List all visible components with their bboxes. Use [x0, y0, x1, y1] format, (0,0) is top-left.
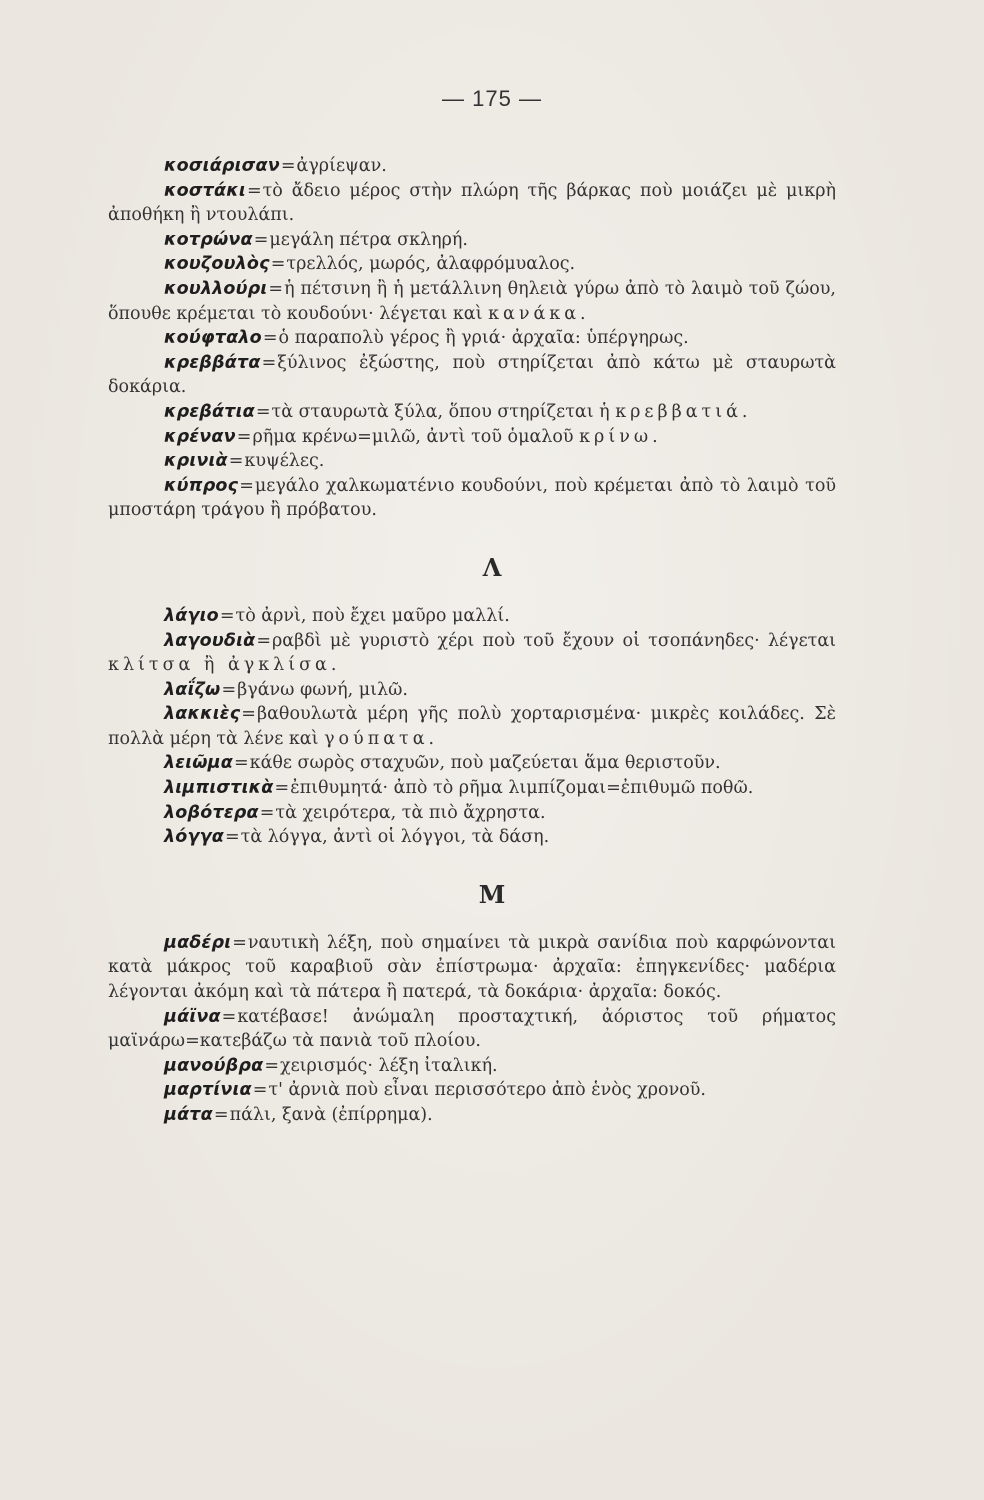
entry-definition: πάλι, ξανὰ (ἐπίρρημα).: [229, 1105, 433, 1125]
entry-term: μαδέρι: [164, 932, 232, 953]
entry-term: κούφταλο: [164, 328, 262, 349]
entry-definition: κατέβασε! ἀνώμαλη προσταχτική, ἀόριστος τοῦ ρήματος μαϊνάρω=κατεβάζω τὰ πανιὰ τοῦ πλοίου.: [108, 1006, 836, 1052]
entry-separator: =: [264, 1055, 280, 1076]
entry-term: μαρτίνια: [164, 1080, 252, 1101]
glossary-entry: [108, 277, 836, 326]
glossary-entry: [108, 400, 836, 425]
glossary-entry: [108, 1005, 836, 1054]
entry-term: μάϊνα: [164, 1006, 221, 1027]
entry-definition: κυψέλες.: [244, 451, 325, 472]
entry-separator: =: [232, 932, 247, 953]
entry-definition: ἐπιθυμητά· ἀπὸ τὸ ρῆμα λιμπίζομαι=ἐπιθυμῶ ποθῶ.: [290, 778, 754, 799]
glossary-entry: [108, 678, 836, 703]
entry-separator: =: [255, 401, 271, 422]
entry-definition: τὰ σταυρωτὰ ξύλα, ὅπου στηρίζεται ἡ: [271, 401, 610, 422]
entry-separator: =: [219, 605, 235, 626]
entry-definition: κάθε σωρὸς σταχυῶν, ποὺ μαζεύεται ἅμα θεριστοῦν.: [249, 753, 721, 774]
entry-separator: =: [221, 679, 237, 700]
entry-spaced-word: κρεββατιά.: [615, 401, 752, 422]
entry-definition: τὰ χειρότερα, τὰ πιὸ ἄχρηστα.: [275, 802, 546, 823]
glossary-section: [108, 553, 836, 850]
glossary-entry: [108, 702, 836, 751]
entry-definition: τ' ἀρνιὰ ποὺ εἶναι περισσότερο ἀπὸ ἑνὸς χρονοῦ.: [268, 1080, 706, 1101]
entry-definition: τρελλός, μωρός, ἀλαφρόμυαλος.: [286, 254, 576, 275]
glossary-entry: [108, 776, 836, 801]
entry-definition: τὰ λόγγα, ἀντὶ οἱ λόγγοι, τὰ δάση.: [240, 827, 550, 848]
entry-definition: βαθουλωτὰ μέρη γῆς πολὺ χορταρισμένα· μικρὲς κοιλάδες. Σὲ πολλὰ μέρη τὰ λένε καὶ: [108, 704, 836, 749]
glossary-entry: [108, 604, 836, 629]
entry-separator: =: [252, 1080, 268, 1101]
entry-separator: =: [262, 328, 278, 349]
entry-term: λαΐζω: [164, 679, 221, 700]
entry-separator: =: [224, 827, 240, 848]
entry-term: κρεβάτια: [164, 401, 255, 422]
entry-separator: =: [213, 1105, 229, 1125]
glossary-entry: [108, 154, 836, 179]
entry-term: κουλλούρι: [164, 278, 268, 299]
glossary-entry: [108, 931, 836, 1005]
glossary-entry: [108, 425, 836, 450]
entry-definition: τὸ ἄδειο μέρος στὴν πλώρη τῆς βάρκας ποὺ μοιάζει μὲ μικρὴ ἀποθήκη ἢ ντουλάπι.: [108, 180, 836, 226]
entry-term: κύπρος: [164, 475, 239, 496]
entry-term: κρινιὰ: [164, 451, 228, 472]
entry-definition: τὸ ἀρνὶ, ποὺ ἔχει μαῦρο μαλλί.: [235, 605, 510, 626]
entry-term: μανούβρα: [164, 1055, 264, 1076]
glossary-entry: [108, 449, 836, 474]
entry-separator: =: [261, 352, 277, 373]
entry-term: λοβότερα: [164, 802, 259, 823]
entry-separator: =: [233, 753, 249, 774]
glossary-entry: [108, 326, 836, 351]
entry-separator: =: [270, 254, 286, 275]
entry-term: λειῶμα: [164, 753, 233, 774]
entry-term: λαγουδιὰ: [164, 630, 256, 651]
glossary-entry: [108, 1078, 836, 1103]
entry-term: κρεββάτα: [164, 352, 261, 373]
entry-spaced-word: κανάκα.: [488, 303, 590, 324]
glossary-entry: [108, 252, 836, 277]
entry-definition: χειρισμός· λέξη ἰταλική.: [280, 1055, 498, 1076]
glossary-entry: [108, 751, 836, 776]
entry-definition: ναυτικὴ λέξη, ποὺ σημαίνει τὰ μικρὰ σανίδια ποὺ καρφώνονται κατὰ μάκρος τοῦ καραβιοῦ σὰν ἐπίστρωμα· ἀρχαῖα: ἐπηγκενίδες· μαδέρια λέγονται ἀκόμη καὶ τὰ πάτερα ἢ πατερά, τὰ δοκάρια· ἀρχαῖα: δοκός.: [108, 932, 836, 1003]
entry-definition: ὁ παραπολὺ γέρος ἢ γριά· ἀρχαῖα: ὑπέργηρως.: [278, 328, 689, 349]
entry-definition: μεγάλο χαλκωματένιο κουδούνι, ποὺ κρέμεται ἀπὸ τὸ λαιμὸ τοῦ μποστάρη τράγου ἢ πρόβατου.: [108, 475, 836, 521]
entry-separator: =: [236, 426, 252, 447]
entry-definition: ἡ πέτσινη ἢ ἡ μετάλλινη θηλειὰ γύρω ἀπὸ τὸ λαιμὸ τοῦ ζώου, ὅπουθε κρέμεται τὸ κουδούνι· λέγεται καὶ: [108, 278, 836, 324]
glossary-entry: [108, 825, 836, 850]
page-number: — 175 —: [442, 86, 542, 111]
entry-separator: =: [246, 180, 262, 201]
entry-term: κοσιάρισαν: [164, 156, 280, 176]
entry-separator: =: [228, 451, 244, 472]
entry-term: λιμπιστικὰ: [164, 778, 274, 799]
entry-term: κοτρώνα: [164, 229, 253, 250]
entry-definition: βγάνω φωνή, μιλῶ.: [237, 679, 408, 700]
entry-separator: =: [253, 229, 269, 250]
entry-spaced-word: κλίτσα ἢ ἀγκλίσα.: [108, 655, 341, 676]
letter-heading: Λ: [482, 552, 502, 582]
entry-separator: =: [241, 704, 256, 725]
entry-separator: =: [221, 1006, 237, 1027]
entry-term: λάγιο: [164, 605, 219, 626]
entry-term: κρέναν: [164, 426, 236, 447]
entry-separator: =: [280, 156, 296, 176]
glossary-content: [108, 154, 836, 1128]
glossary-entry: [108, 801, 836, 826]
glossary-entry: [108, 629, 836, 678]
glossary-section: [108, 154, 836, 523]
glossary-entry: [108, 1103, 836, 1128]
entry-definition: ἀγρίεψαν.: [296, 156, 387, 176]
glossary-entry: [108, 228, 836, 253]
letter-heading: Μ: [478, 879, 506, 909]
entry-term: λόγγα: [164, 827, 224, 848]
entry-separator: =: [239, 475, 254, 496]
entry-spaced-word: κρίνω.: [579, 426, 662, 447]
glossary-entry: [108, 179, 836, 228]
glossary-entry: [108, 351, 836, 400]
entry-spaced-word: γούπατα.: [324, 728, 439, 749]
entry-separator: =: [268, 278, 284, 299]
entry-term: λακκιὲς: [164, 704, 241, 725]
entry-term: μάτα: [164, 1105, 213, 1125]
entry-separator: =: [256, 630, 271, 651]
glossary-entry: [108, 474, 836, 523]
entry-separator: =: [274, 778, 290, 799]
entry-definition: ρῆμα κρένω=μιλῶ, ἀντὶ τοῦ ὁμαλοῦ: [252, 426, 574, 447]
entry-definition: ραβδὶ μὲ γυριστὸ χέρι ποὺ τοῦ ἔχουν οἱ τσοπάνηδες· λέγεται: [272, 630, 836, 651]
entry-term: κουζουλὸς: [164, 254, 270, 275]
entry-separator: =: [259, 802, 275, 823]
glossary-entry: [108, 1054, 836, 1079]
entry-definition: ξύλινος ἐξώστης, ποὺ στηρίζεται ἀπὸ κάτω μὲ σταυρωτὰ δοκάρια.: [108, 352, 836, 398]
entry-definition: μεγάλη πέτρα σκληρή.: [269, 229, 468, 250]
glossary-section: [108, 880, 836, 1128]
entry-term: κοστάκι: [164, 180, 246, 201]
